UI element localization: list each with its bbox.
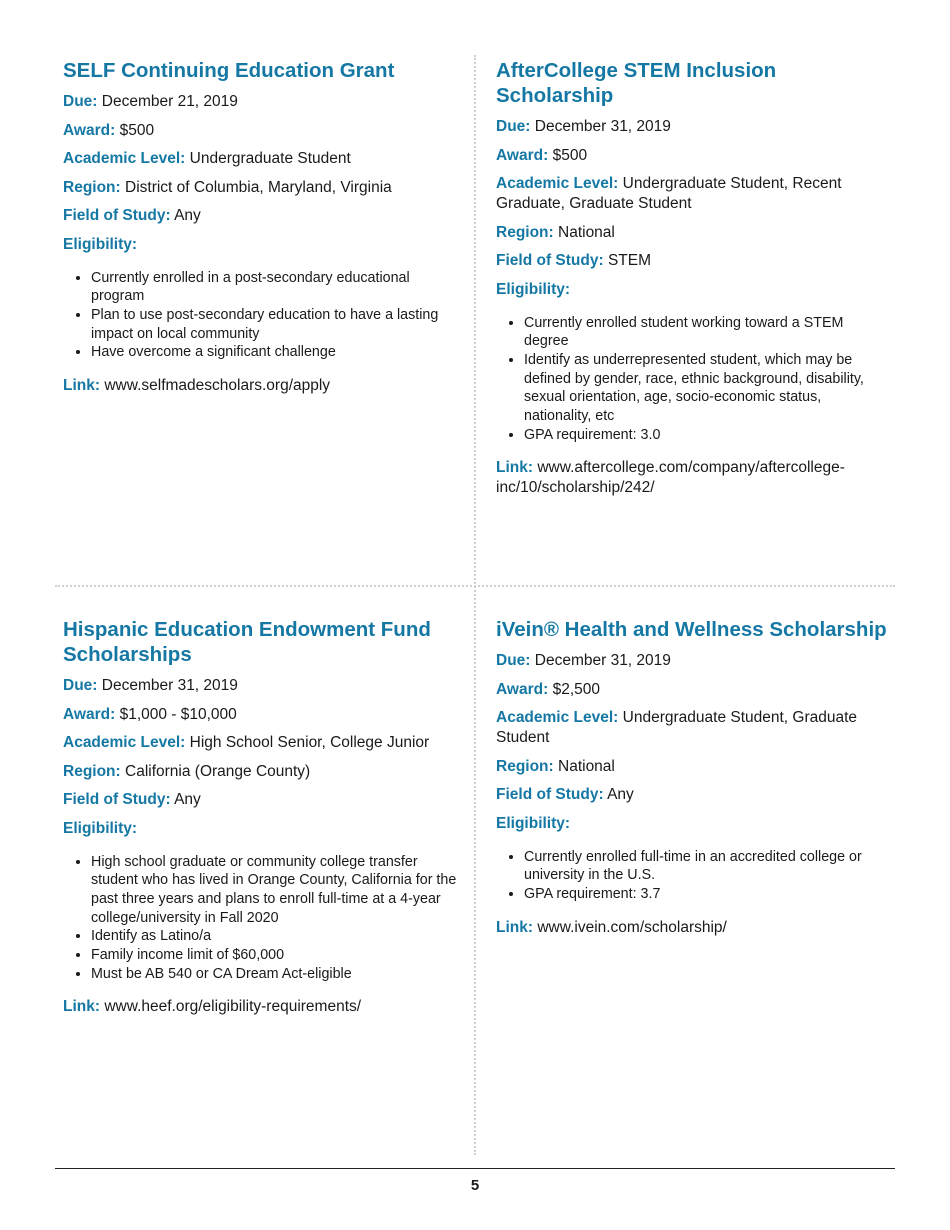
link-label: Link:	[63, 377, 101, 395]
link-label: Link:	[496, 918, 534, 936]
region-label: Region:	[496, 223, 554, 241]
eligibility-item: • Currently enrolled full-time in an accredited college or university in the U.S.	[524, 848, 891, 885]
region-label: Region:	[496, 757, 554, 775]
link-row	[496, 918, 891, 938]
award-value: $500	[119, 121, 155, 139]
field-of-study-value: Any	[174, 791, 201, 808]
award-label: Award:	[496, 680, 549, 698]
scholarship-card	[496, 58, 891, 507]
eligibility-heading: Eligibility:	[496, 280, 571, 298]
award-row	[63, 121, 458, 141]
due-label: Due:	[63, 93, 98, 110]
region-row	[496, 223, 891, 243]
due-value: December 31, 2019	[534, 118, 671, 135]
field-of-study-label: Field of Study:	[63, 791, 171, 808]
academic-level-row	[496, 708, 891, 748]
eligibility-item: • Plan to use post-secondary education to have a lasting impact on local community	[91, 306, 458, 343]
academic-level-row	[63, 149, 458, 169]
link-label: Link:	[63, 998, 101, 1016]
field-of-study-value: Any	[607, 786, 634, 803]
region-value: National	[558, 223, 615, 241]
region-value: District of Columbia, Maryland, Virginia	[125, 178, 392, 196]
scholarship-title: SELF Continuing Education Grant	[63, 59, 395, 82]
eligibility-list	[496, 848, 891, 904]
link-url[interactable]: www.ivein.com/scholarship/	[537, 918, 727, 936]
award-row	[496, 680, 891, 700]
eligibility-list	[63, 853, 458, 984]
link-row	[63, 376, 458, 396]
eligibility-heading: Eligibility:	[63, 819, 138, 837]
field-of-study-value: Any	[174, 207, 201, 224]
eligibility-item: • GPA requirement: 3.0	[524, 426, 891, 445]
due-value: December 21, 2019	[101, 93, 238, 110]
link-url[interactable]: www.heef.org/eligibility-requirements/	[104, 998, 362, 1016]
region-row	[63, 762, 458, 782]
due-value: December 31, 2019	[534, 652, 671, 669]
eligibility-item: • Currently enrolled in a post-secondary educational program	[91, 269, 458, 306]
academic-level-value: High School Senior, College Junior	[189, 734, 430, 751]
eligibility-item: • Have overcome a significant challenge	[91, 343, 458, 362]
region-value: California (Orange County)	[125, 762, 311, 780]
page-number: 5	[470, 1177, 480, 1194]
field-of-study-value: STEM	[607, 252, 652, 269]
eligibility-item: • Currently enrolled student working toward a STEM degree	[524, 314, 891, 351]
footer-rule	[55, 1168, 895, 1169]
region-label: Region:	[63, 178, 121, 196]
eligibility-item: • Must be AB 540 or CA Dream Act-eligible	[91, 965, 458, 984]
due-value: December 31, 2019	[101, 677, 238, 694]
academic-level-label: Academic Level:	[496, 709, 619, 726]
due-label: Due:	[496, 118, 531, 135]
link-url[interactable]: www.selfmadescholars.org/apply	[104, 377, 331, 395]
scholarship-card	[63, 58, 458, 405]
eligibility-item: • Identify as Latino/a	[91, 927, 458, 946]
field-of-study-label: Field of Study:	[496, 786, 604, 803]
award-label: Award:	[63, 705, 116, 723]
field-of-study-row	[496, 251, 891, 271]
scholarship-title: Hispanic Education Endowment Fund Scholarships	[63, 618, 431, 666]
field-of-study-label: Field of Study:	[496, 252, 604, 269]
region-row	[63, 178, 458, 198]
eligibility-item: • Family income limit of $60,000	[91, 946, 458, 965]
scholarship-title: AfterCollege STEM Inclusion Scholarship	[496, 59, 777, 107]
academic-level-row	[63, 733, 458, 753]
due-label: Due:	[496, 652, 531, 669]
link-label: Link:	[496, 459, 534, 477]
scholarship-title: iVein® Health and Wellness Scholarship	[496, 618, 887, 641]
eligibility-heading: Eligibility:	[496, 814, 571, 832]
field-of-study-row	[496, 785, 891, 805]
region-value: National	[558, 757, 615, 775]
field-of-study-row	[63, 206, 458, 226]
award-row	[496, 146, 891, 166]
eligibility-item: • Identify as underrepresented student, which may be defined by gender, race, ethnic background, disability, sexual orientation, age, socio-economic status, nationality, etc	[524, 351, 891, 426]
due-row	[496, 651, 891, 671]
due-label: Due:	[63, 677, 98, 694]
eligibility-heading: Eligibility:	[63, 235, 138, 253]
award-label: Award:	[63, 121, 116, 139]
award-value: $2,500	[552, 680, 600, 698]
academic-level-label: Academic Level:	[63, 734, 186, 751]
eligibility-list	[63, 269, 458, 363]
academic-level-value: Undergraduate Student, Recent Graduate, Graduate Student	[496, 175, 842, 212]
due-row	[496, 117, 891, 137]
award-value: $1,000 - $10,000	[119, 705, 237, 723]
award-label: Award:	[496, 146, 549, 164]
region-label: Region:	[63, 762, 121, 780]
eligibility-item: • High school graduate or community college transfer student who has lived in Orange County, California for the past three years and plans to enroll full-time at a 4-year college/university in Fall 2020	[91, 853, 458, 928]
award-row	[63, 705, 458, 725]
column-divider	[474, 55, 476, 1155]
row-divider	[55, 585, 895, 587]
field-of-study-row	[63, 790, 458, 810]
academic-level-label: Academic Level:	[496, 175, 619, 192]
academic-level-row	[496, 174, 891, 214]
eligibility-list	[496, 314, 891, 445]
link-row	[496, 458, 891, 498]
due-row	[63, 676, 458, 696]
academic-level-label: Academic Level:	[63, 150, 186, 167]
link-url[interactable]: www.aftercollege.com/company/aftercollege-inc/10/scholarship/242/	[496, 459, 845, 497]
academic-level-value: Undergraduate Student, Graduate Student	[496, 709, 858, 746]
region-row	[496, 757, 891, 777]
scholarship-card	[496, 617, 891, 946]
due-row	[63, 92, 458, 112]
scholarship-card	[63, 617, 458, 1026]
award-value: $500	[552, 146, 588, 164]
link-row	[63, 997, 458, 1017]
eligibility-item: • GPA requirement: 3.7	[524, 885, 891, 904]
academic-level-value: Undergraduate Student	[189, 150, 351, 167]
field-of-study-label: Field of Study:	[63, 207, 171, 224]
